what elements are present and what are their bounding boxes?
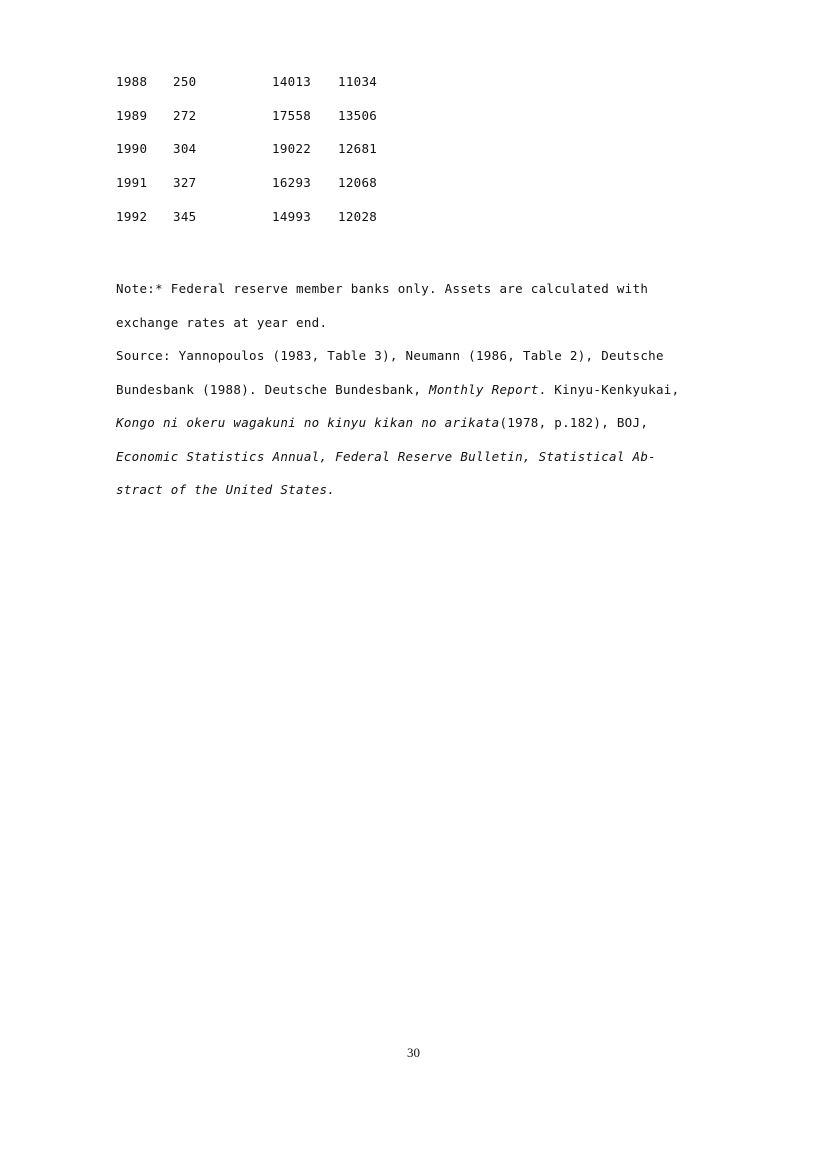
table-cell: 11034 [338,74,378,89]
table-cell: 1992 [116,208,148,224]
source-text: Bundesbank (1988). Deutsche Bundesbank, [116,381,430,397]
source-text: . Kinyu-Kenkyukai, [538,381,680,397]
table-cell: 345 [173,208,197,224]
page-number: 30 [407,1045,420,1060]
table-cell: 327 [173,175,197,191]
table-cell: 12681 [338,141,378,157]
source-line [116,406,716,440]
table-cell: 304 [173,141,197,157]
note-line: exchange rates at year end. [116,314,328,330]
source-title: Economic Statistics Annual, Federal Reserve Bulletin, Statistical Ab- [116,448,656,464]
table-cell: 250 [173,74,197,89]
table-cell: 13506 [338,107,378,123]
table-cell: 14013 [272,74,312,89]
source-line: Source: Yannopoulos (1983, Table 3), Neumann (1986, Table 2), Deutsche [116,348,664,363]
table-cell: 12028 [338,208,378,224]
table-cell: 12068 [338,175,378,191]
source-title: Kongo ni okeru wagakuni no kinyu kikan no arikata [116,415,500,430]
source-line [116,473,716,507]
table-cell: 14993 [272,208,312,224]
table-cell: 1989 [116,107,148,123]
table-cell: 19022 [272,141,312,157]
table-cell: 1991 [116,175,148,191]
source-title: Monthly Report [429,381,539,397]
table-cell: 272 [173,107,197,123]
table-cell: 16293 [272,175,312,191]
source-title: stract of the United States. [116,482,336,497]
table-cell: 1988 [116,74,148,89]
table-cell: 1990 [116,141,148,157]
source-text: (1978, p.182), BOJ, [499,415,649,430]
note-line: Note:* Federal reserve member banks only. Assets are calculated with [116,281,649,296]
table-notes [116,272,716,507]
table-cell: 17558 [272,107,312,123]
source-line [116,373,716,407]
source-line [116,440,716,474]
